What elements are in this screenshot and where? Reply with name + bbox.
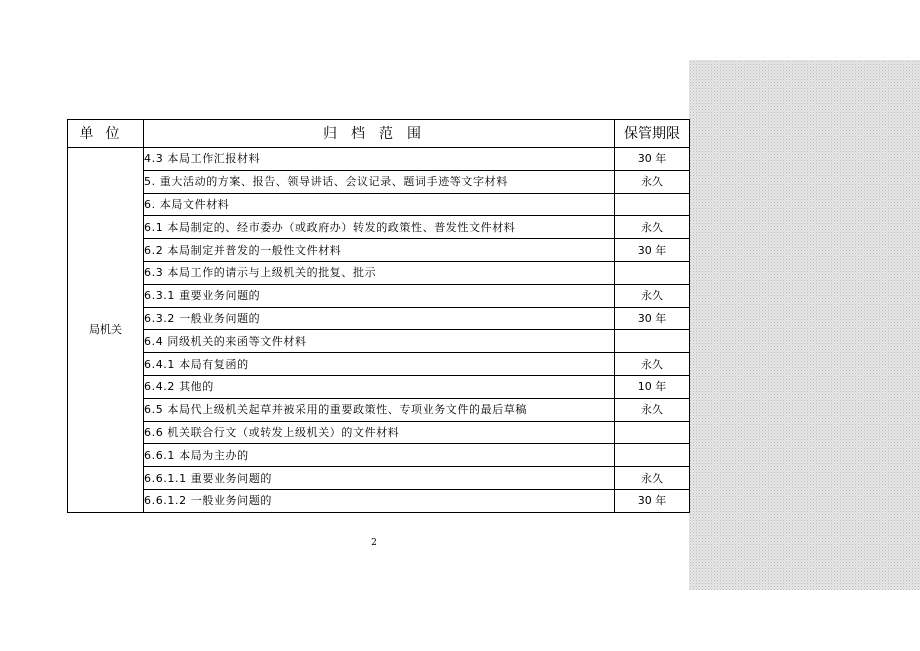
period-cell: 30 年 bbox=[615, 307, 690, 330]
range-cell: 6.4.1 本局有复函的 bbox=[144, 353, 615, 376]
header-period: 保管期限 bbox=[615, 120, 690, 148]
period-cell: 永久 bbox=[615, 398, 690, 421]
period-cell: 永久 bbox=[615, 353, 690, 376]
period-cell: 30 年 bbox=[615, 489, 690, 512]
table-row bbox=[68, 193, 690, 216]
range-cell: 5. 重大活动的方案、报告、领导讲话、会议记录、题词手迹等文字材料 bbox=[144, 170, 615, 193]
period-cell: 永久 bbox=[615, 216, 690, 239]
table-row bbox=[68, 148, 690, 171]
page-number: 2 bbox=[371, 538, 377, 548]
range-cell: 6.1 本局制定的、经市委办（或政府办）转发的政策性、普发性文件材料 bbox=[144, 216, 615, 239]
side-panel-background bbox=[689, 60, 920, 590]
range-cell: 6.4.2 其他的 bbox=[144, 375, 615, 398]
range-cell: 6.3 本局工作的请示与上级机关的批复、批示 bbox=[144, 261, 615, 284]
table-row bbox=[68, 421, 690, 444]
period-cell: 永久 bbox=[615, 467, 690, 490]
period-cell bbox=[615, 261, 690, 284]
table-row bbox=[68, 216, 690, 239]
period-cell bbox=[615, 421, 690, 444]
table-row bbox=[68, 170, 690, 193]
table-row bbox=[68, 261, 690, 284]
header-unit: 单位 bbox=[68, 120, 144, 148]
table-row bbox=[68, 398, 690, 421]
range-cell: 6.6 机关联合行文（或转发上级机关）的文件材料 bbox=[144, 421, 615, 444]
period-cell: 30 年 bbox=[615, 148, 690, 171]
table-body bbox=[68, 148, 690, 513]
table-row bbox=[68, 284, 690, 307]
table-row bbox=[68, 307, 690, 330]
range-cell: 6. 本局文件材料 bbox=[144, 193, 615, 216]
range-cell: 6.3.2 一般业务问题的 bbox=[144, 307, 615, 330]
period-cell: 永久 bbox=[615, 284, 690, 307]
table-row bbox=[68, 467, 690, 490]
table-row bbox=[68, 489, 690, 512]
range-cell: 4.3 本局工作汇报材料 bbox=[144, 148, 615, 171]
period-cell bbox=[615, 444, 690, 467]
range-cell: 6.2 本局制定并普发的一般性文件材料 bbox=[144, 239, 615, 262]
table-row bbox=[68, 375, 690, 398]
period-cell bbox=[615, 330, 690, 353]
period-cell: 10 年 bbox=[615, 375, 690, 398]
period-cell bbox=[615, 193, 690, 216]
range-cell: 6.6.1.2 一般业务问题的 bbox=[144, 489, 615, 512]
table-row bbox=[68, 444, 690, 467]
table-row bbox=[68, 330, 690, 353]
range-cell: 6.5 本局代上级机关起草并被采用的重要政策性、专项业务文件的最后草稿 bbox=[144, 398, 615, 421]
header-range: 归档范围 bbox=[144, 120, 615, 148]
table-header-row bbox=[68, 120, 690, 148]
period-cell: 30 年 bbox=[615, 239, 690, 262]
range-cell: 6.6.1.1 重要业务问题的 bbox=[144, 467, 615, 490]
range-cell: 6.6.1 本局为主办的 bbox=[144, 444, 615, 467]
range-cell: 6.4 同级机关的来函等文件材料 bbox=[144, 330, 615, 353]
table-row bbox=[68, 239, 690, 262]
range-cell: 6.3.1 重要业务问题的 bbox=[144, 284, 615, 307]
unit-cell: 局机关 bbox=[68, 148, 144, 513]
archive-retention-table bbox=[67, 119, 690, 513]
period-cell: 永久 bbox=[615, 170, 690, 193]
table-row bbox=[68, 353, 690, 376]
